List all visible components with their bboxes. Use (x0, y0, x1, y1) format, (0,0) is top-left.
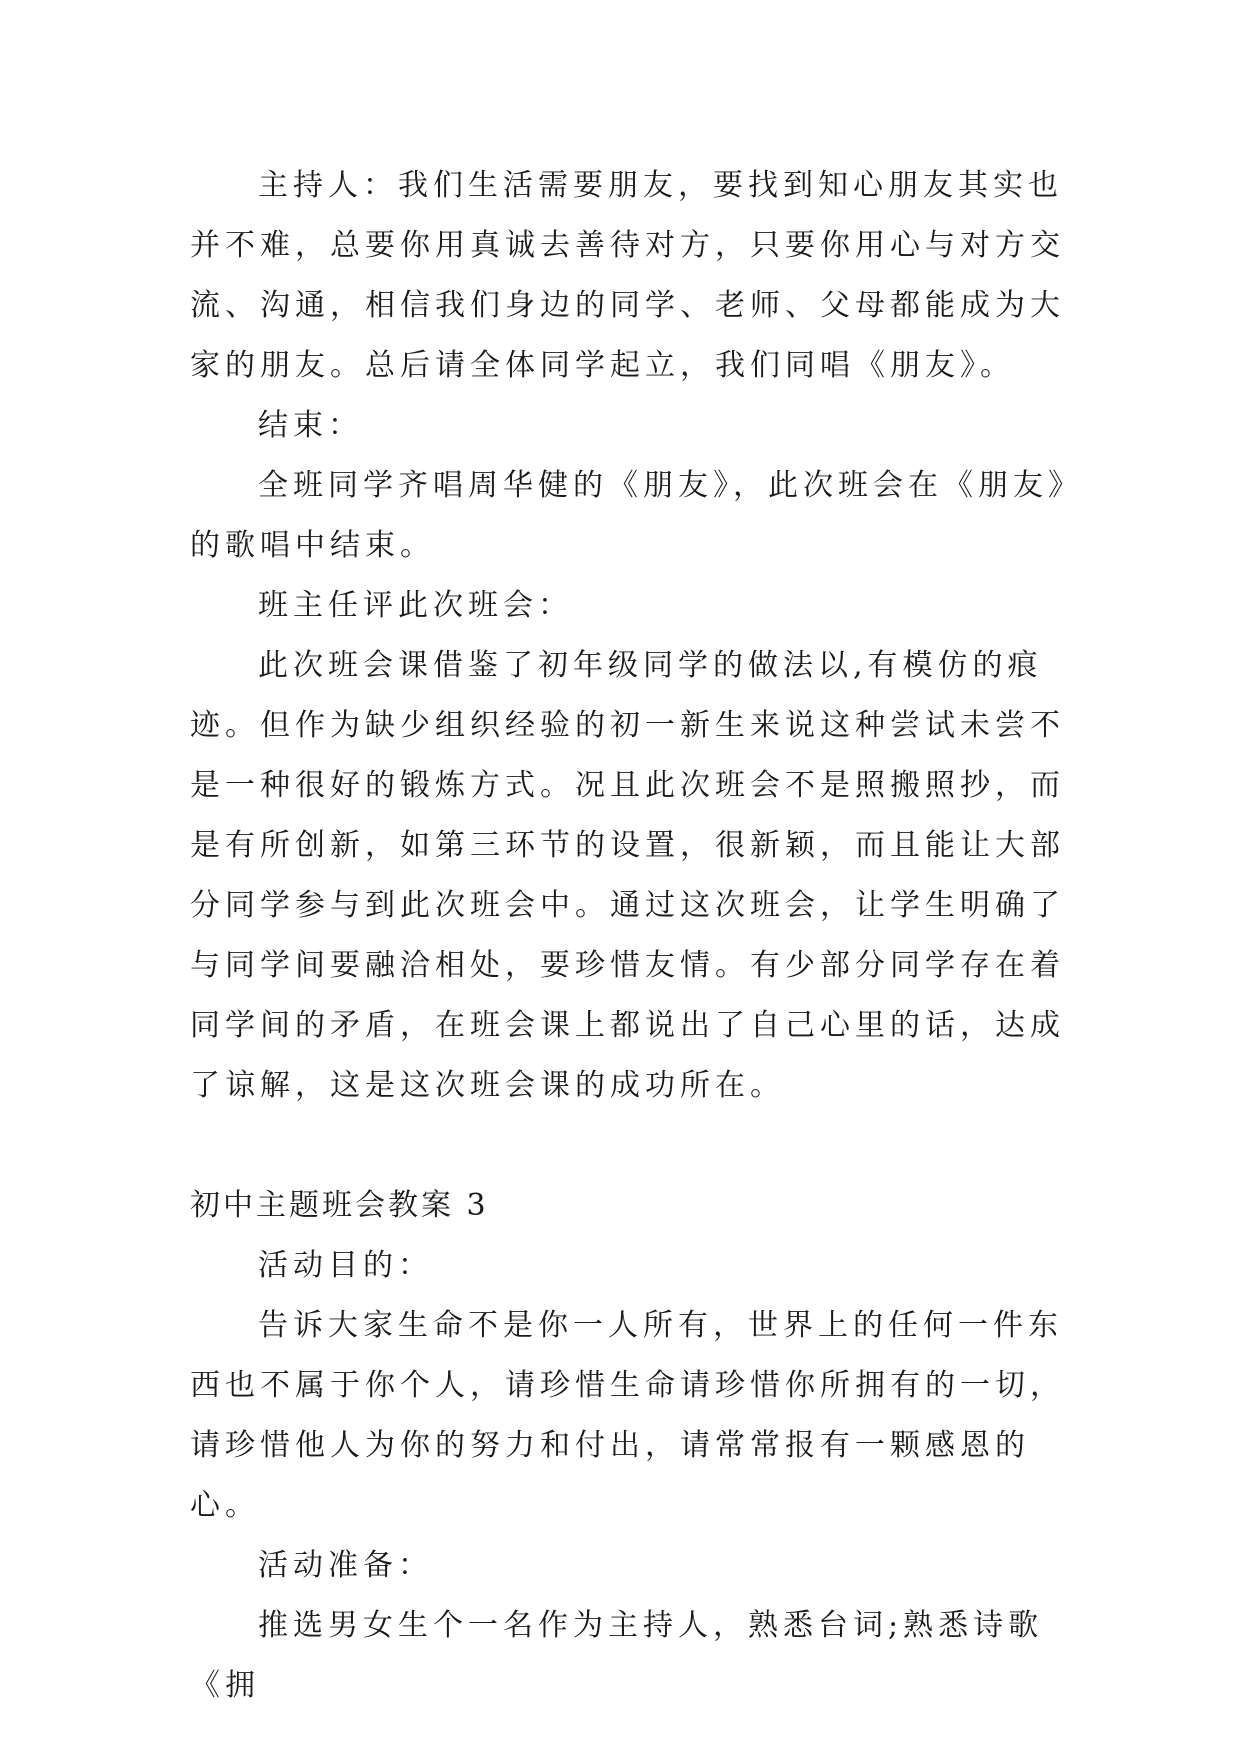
heading-activity-prep: 活动准备： (258, 1548, 433, 1583)
document-body (190, 156, 1070, 1716)
paragraph-ending: 全班同学齐唱周华健的《朋友》，此次班会在《朋友》的歌唱中结束。 (190, 468, 1068, 563)
paragraph-activity-goal: 告诉大家生命不是你一人所有，世界上的任何一件东西也不属于你个人，请珍惜生命请珍惜你所拥有的一切，请珍惜他人为你的努力和付出，请常常报有一颗感恩的心。 (190, 1308, 1065, 1523)
paragraph-teacher-review: 此次班会课借鉴了初年级同学的做法以,有模仿的痕迹。但作为缺少组织经验的初一新生来说这种尝试未尝不是一种很好的锻炼方式。况且此次班会不是照搬照抄，而是有所创新，如第三环节的设置，很新颖，而且能让大部分同学参与到此次班会中。通过这次班会，让学生明确了与同学间要融洽相处，要珍惜友情。有少部分同学存在着同学间的矛盾，在班会课上都说出了自己心里的话，达成了谅解，这是这次班会课的成功所在。 (190, 648, 1065, 1103)
paragraph-activity-prep: 推选男女生个一名作为主持人，熟悉台词;熟悉诗歌《拥 (190, 1608, 1044, 1703)
heading-teacher-review: 班主任评此次班会： (258, 588, 573, 623)
heading-activity-goal: 活动目的： (258, 1248, 433, 1283)
paragraph-host-speech: 主持人：我们生活需要朋友，要找到知心朋友其实也并不难，总要你用真诚去善待对方，只要你用心与对方交流、沟通，相信我们身边的同学、老师、父母都能成为大家的朋友。总后请全体同学起立，我们同唱《朋友》。 (190, 168, 1065, 383)
heading-ending: 结束： (258, 408, 363, 443)
section-title: 初中主题班会教案 3 (190, 1188, 489, 1223)
